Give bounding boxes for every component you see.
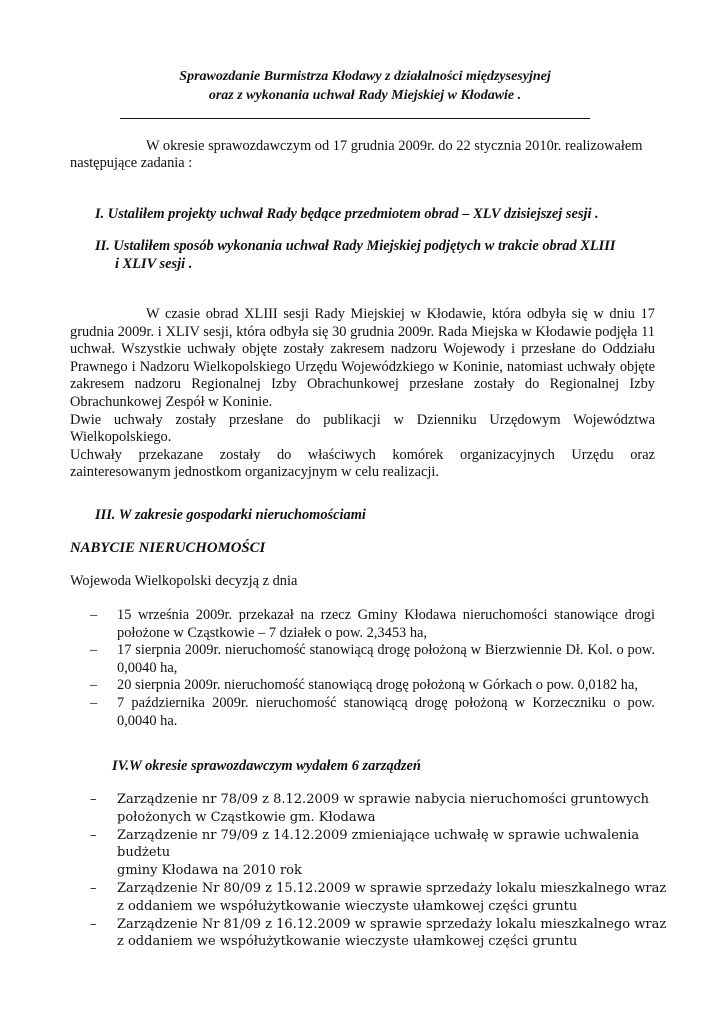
- order-line-1: – Zarządzenie Nr 81/09 z 16.12.2009 w sprawie sprzedaży lokalu mieszkalnego wraz: [117, 916, 667, 932]
- list-item: – 20 sierpnia 2009r. nieruchomość stanowiącą drogę położoną w Górkach o pow. 0,0182 ha,: [70, 677, 655, 695]
- realization-paragraph: Uchwały przekazane zostały do właściwych komórek organizacyjnych Urzędu oraz zainteresowanym jednostkom organizacyjnym w celu realizacji.: [70, 446, 655, 481]
- intro-line-1: W okresie sprawozdawczym od 17 grudnia 2009r. do 22 stycznia 2010r. realizowałem: [146, 138, 643, 154]
- section-heading-3: III. W zakresie gospodarki nieruchomościami: [95, 507, 366, 523]
- title-divider: [120, 118, 590, 119]
- decision-intro: Wojewoda Wielkopolski decyzją z dnia: [70, 573, 298, 589]
- order-line-2: położonych w Cząstkowie gm. Kłodawa: [117, 809, 376, 825]
- section-heading-2-line-2: i XLIV sesji .: [115, 256, 193, 272]
- list-item: [70, 827, 670, 880]
- list-item: – 7 października 2009r. nieruchomość stanowiącą drogę położoną w Korzeczniku o pow. 0,0040 ha.: [70, 695, 655, 730]
- intro-line-2: następujące zadania :: [70, 155, 193, 171]
- list-item: [70, 916, 670, 952]
- section-heading-2-line-1: II. Ustaliłem sposób wykonania uchwał Rady Miejskiej podjętych w trakcie obrad XLIII: [95, 238, 616, 254]
- report-title-line-2: oraz z wykonania uchwał Rady Miejskiej w Kłodawie .: [208, 88, 522, 103]
- list-item: [70, 791, 670, 827]
- order-line-1: – Zarządzenie nr 79/09 z 14.12.2009 zmieniające uchwałę w sprawie uchwalenia budżetu: [117, 827, 640, 861]
- list-item: [70, 880, 670, 916]
- list-item: – 17 sierpnia 2009r. nieruchomość stanowiącą drogę położoną w Bierzwiennie Dł. Kol. o pow. 0,0040 ha,: [70, 642, 655, 677]
- session-paragraph: W czasie obrad XLIII sesji Rady Miejskiej w Kłodawie, która odbyła się w dniu 17 grudnia 2009r. i XLIV sesji, która odbyła się 30 grudnia 2009r. Rada Miejska w Kłodawie podjęła 11 uchwał. Wszystkie uchwały objęte zostały zakresem nadzoru Wojewody i przesłane do Oddziału Prawnego i Nadzoru Wielkopolskiego Urzędu Wojewódzkiego w Koninie, natomiast uchwały objęte zakresem nadzoru Regionalnej Izby Obrachunkowej przesłane zostały do Regionalnej Izby Obrachunkowej Zespół w Koninie.: [70, 306, 655, 410]
- order-line-1: – Zarządzenie nr 78/09 z 8.12.2009 w sprawie nabycia nieruchomości gruntowych: [117, 792, 649, 807]
- section-heading-1: I. Ustaliłem projekty uchwał Rady będące przedmiotem obrad – XLV dzisiejszej sesji .: [95, 206, 599, 222]
- order-line-2: z oddaniem we współużytkowanie wieczyste ułamkowej części gruntu: [117, 898, 578, 914]
- list-item: – 15 września 2009r. przekazał na rzecz Gminy Kłodawa nieruchomości stanowiące drogi położone w Cząstkowie – 7 działek o pow. 2,3453 ha,: [70, 607, 655, 642]
- session-report: [70, 306, 655, 482]
- order-line-1: – Zarządzenie Nr 80/09 z 15.12.2009 w sprawie sprzedaży lokalu mieszkalnego wraz: [117, 880, 667, 896]
- report-title-line-1: Sprawozdanie Burmistrza Kłodawy z działalności międzysesyjnej: [179, 69, 551, 84]
- property-list: [70, 607, 655, 730]
- orders-list: [70, 791, 670, 951]
- order-line-2: gminy Kłodawa na 2010 rok: [117, 863, 302, 879]
- section-heading-4: IV.W okresie sprawozdawczym wydałem 6 zarządzeń: [112, 758, 421, 774]
- acquisition-heading: NABYCIE NIERUCHOMOŚCI: [70, 540, 266, 556]
- order-line-2: z oddaniem we współużytkowanie wieczyste ułamkowej części gruntu: [117, 934, 578, 950]
- publication-paragraph: Dwie uchwały zostały przesłane do publikacji w Dzienniku Urzędowym Województwa Wielkopolskiego.: [70, 411, 655, 446]
